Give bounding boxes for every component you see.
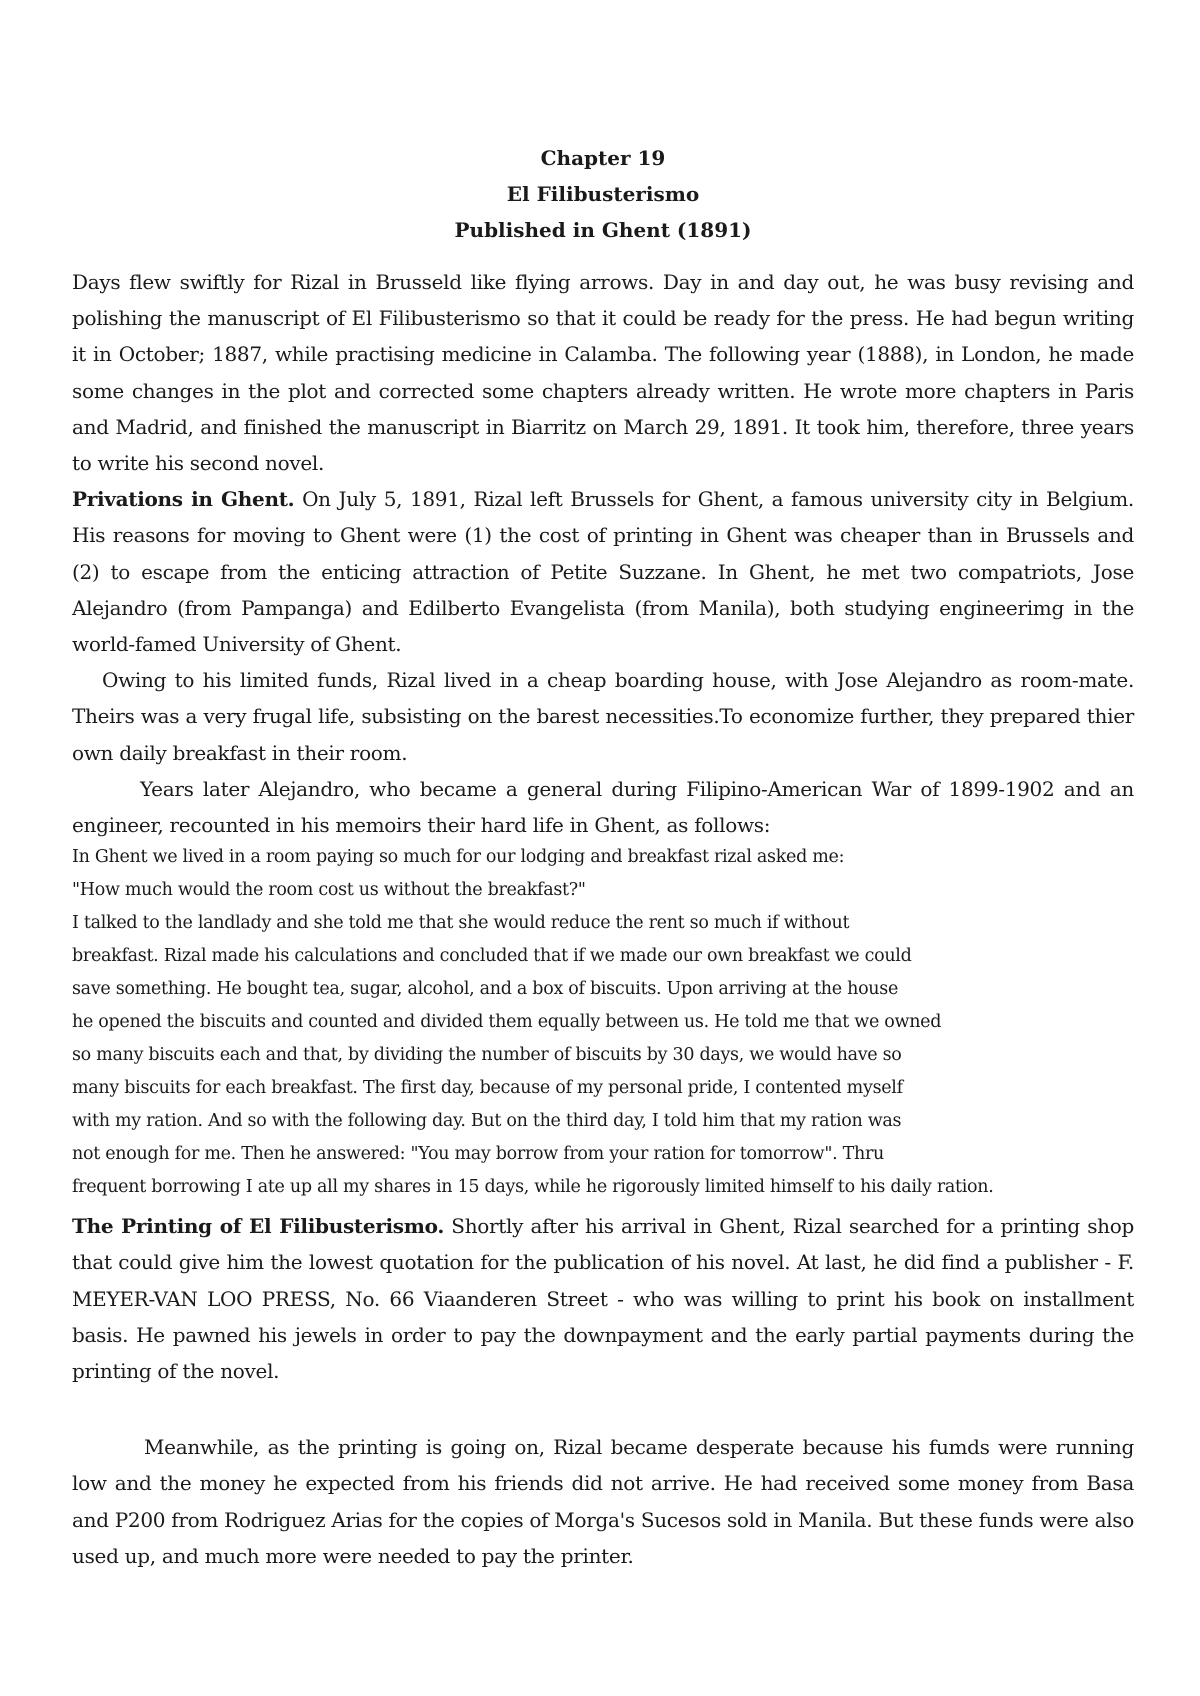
paragraph-spacer: [72, 1389, 1134, 1429]
paragraph-privations-text: On July 5, 1891, Rizal left Brussels for Ghent, a famous university city in Belgium. His reasons for moving to Ghent were (1) the cost of printing in Ghent was cheaper than in Brussels and (2) to escape from the enticing attraction of Petite Suzzane. In Ghent, he met two compatriots, Jose Alejandro (from Pampanga) and Edilberto Evangelista (from Manila), both studying engineerimg in the world-famed University of Ghent.: [72, 487, 1134, 657]
paragraph-privations: [72, 481, 1134, 662]
quote-line: with my ration. And so with the following day. But on the third day, I told him that my ration was: [72, 1111, 902, 1132]
chapter-subtitle: Published in Ghent (1891): [454, 218, 752, 242]
paragraph-funds-text: Owing to his limited funds, Rizal lived in a cheap boarding house, with Jose Alejandro as room-mate. Theirs was a very frugal life, subsisting on the barest necessities.To economize further, they prepared thier own daily breakfast in their room.: [72, 668, 1134, 765]
section-lead-privations: Privations in Ghent.: [72, 487, 295, 512]
paragraph-intro-text: Days flew swiftly for Rizal in Brusseld like flying arrows. Day in and day out, he was busy revising and polishing the manuscript of El Filibusterismo so that it could be ready for the press. He had begun writing it in October; 1887, while practising medicine in Calamba. The following year (1888), in London, he made some changes in the plot and corrected some chapters already written. He wrote more chapters in Paris and Madrid, and finished the manuscript in Biarritz on March 29, 1891. It took him, therefore, three years to write his second novel.: [72, 270, 1134, 476]
paragraph-alejandro-text: Years later Alejandro, who became a general during Filipino-American War of 1899-1902 and an engineer, recounted in his memoirs their hard life in Ghent, as follows:: [72, 776, 1134, 838]
paragraph-funds: [72, 662, 1134, 771]
quote-line: "How much would the room cost us without the breakfast?": [72, 880, 586, 901]
memoir-quote: [72, 841, 1134, 1204]
quote-line: I talked to the landlady and she told me that she would reduce the rent so much if without: [72, 913, 850, 934]
quote-line: he opened the biscuits and counted and divided them equally between us. He told me that we owned: [72, 1012, 942, 1033]
chapter-title: El Filibusterismo: [506, 182, 700, 206]
quote-line: frequent borrowing I ate up all my shares in 15 days, while he rigorously limited himself to his daily ration.: [72, 1177, 994, 1198]
section-lead-printing: The Printing of El Filibusterismo.: [72, 1214, 444, 1239]
quote-line: save something. He bought tea, sugar, alcohol, and a box of biscuits. Upon arriving at the house: [72, 979, 899, 1000]
quote-line: breakfast. Rizal made his calculations and concluded that if we made our own breakfast we could: [72, 946, 912, 967]
paragraph-printing-text: Shortly after his arrival in Ghent, Rizal searched for a printing shop that could give him the lowest quotation for the publication of his novel. At last, he did find a publisher - F. MEYER-VAN LOO PRESS, No. 66 Viaanderen Street - who was willing to print his book on installment basis. He pawned his jewels in order to pay the downpayment and the early partial payments during the printing of the novel.: [72, 1214, 1134, 1384]
quote-line: not enough for me. Then he answered: "You may borrow from your ration for tomorrow". Thru: [72, 1144, 884, 1165]
paragraph-meanwhile: [72, 1429, 1134, 1574]
paragraph-intro: [72, 264, 1134, 481]
paragraph-printing: [72, 1208, 1134, 1389]
quote-line: so many biscuits each and that, by dividing the number of biscuits by 30 days, we would have so: [72, 1045, 902, 1066]
chapter-number: Chapter 19: [540, 146, 666, 170]
paragraph-alejandro: [72, 771, 1134, 843]
heading-block: [72, 140, 1134, 248]
paragraph-meanwhile-text: Meanwhile, as the printing is going on, Rizal became desperate because his fumds were running low and the money he expected from his friends did not arrive. He had received some money from Basa and P200 from Rodriguez Arias for the copies of Morga's Sucesos sold in Manila. But these funds were also used up, and much more were needed to pay the printer.: [72, 1435, 1134, 1568]
quote-line: In Ghent we lived in a room paying so much for our lodging and breakfast rizal asked me:: [72, 847, 845, 868]
document-page: [72, 140, 1134, 1574]
quote-line: many biscuits for each breakfast. The first day, because of my personal pride, I contented myself: [72, 1078, 903, 1099]
